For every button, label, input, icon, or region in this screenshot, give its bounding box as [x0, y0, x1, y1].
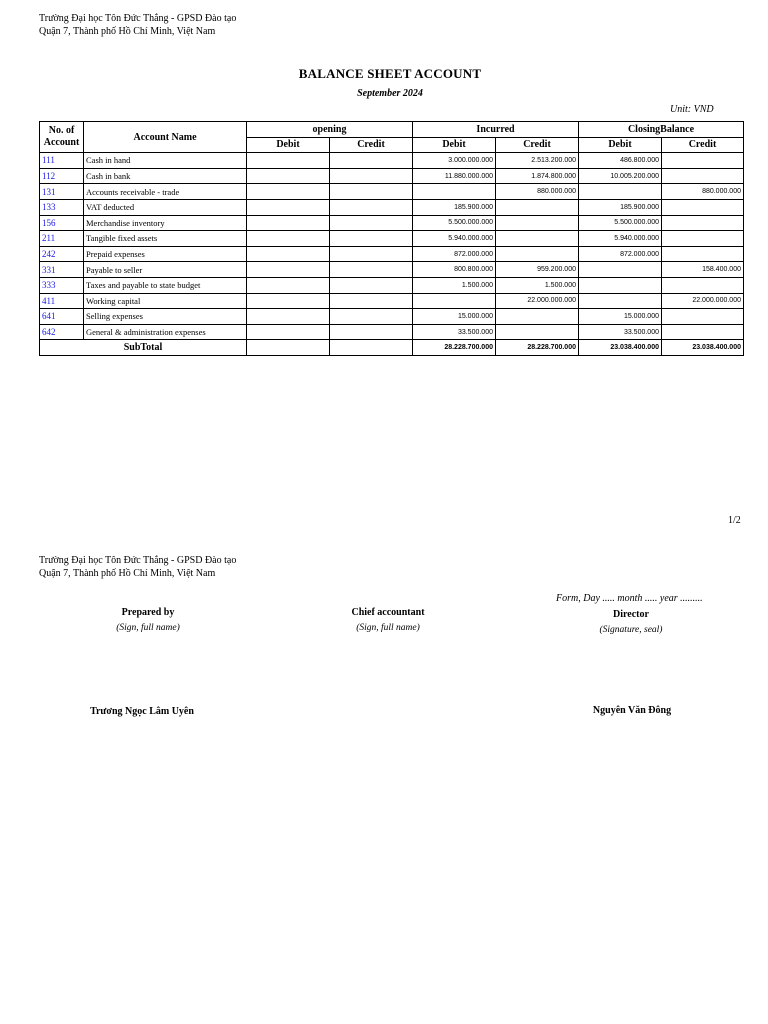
cell-closing-credit — [662, 277, 744, 293]
account-name: Cash in bank — [84, 168, 247, 184]
account-number: 133 — [40, 199, 84, 215]
account-number: 156 — [40, 215, 84, 231]
cell-incurred-debit: 872.000.000 — [413, 246, 496, 262]
cell-opening-credit — [330, 293, 413, 309]
institution-address: Quận 7, Thành phố Hồ Chí Minh, Việt Nam — [39, 568, 216, 579]
director-hint: (Signature, seal) — [599, 625, 663, 635]
institution-header-page2 — [39, 554, 236, 580]
table-row — [40, 246, 744, 262]
col-closing-credit: Credit — [662, 137, 744, 153]
subtotal-incurred-credit: 28.228.700.000 — [496, 340, 579, 356]
account-number: 411 — [40, 293, 84, 309]
subtotal-row — [40, 340, 744, 356]
cell-incurred-credit: 2.513.200.000 — [496, 153, 579, 169]
cell-closing-debit: 10.005.200.000 — [579, 168, 662, 184]
currency-unit: Unit: VND — [670, 104, 714, 115]
cell-incurred-debit: 185.900.000 — [413, 199, 496, 215]
account-name: Payable to seller — [84, 262, 247, 278]
account-name: Accounts receivable - trade — [84, 184, 247, 200]
col-incurred-debit: Debit — [413, 137, 496, 153]
subtotal-closing-debit: 23.038.400.000 — [579, 340, 662, 356]
cell-incurred-credit: 22.000.000.000 — [496, 293, 579, 309]
cell-opening-credit — [330, 309, 413, 325]
group-closing-balance: ClosingBalance — [579, 122, 744, 138]
account-name: VAT deducted — [84, 199, 247, 215]
cell-opening-debit — [247, 324, 330, 340]
prepared-by-block — [58, 607, 238, 633]
cell-opening-credit — [330, 199, 413, 215]
account-number: 131 — [40, 184, 84, 200]
table-row — [40, 262, 744, 278]
account-number: 331 — [40, 262, 84, 278]
cell-incurred-debit: 15.000.000 — [413, 309, 496, 325]
chief-accountant-block — [298, 607, 478, 633]
cell-opening-credit — [330, 184, 413, 200]
page-number: 1/2 — [728, 515, 741, 526]
cell-opening-debit — [247, 262, 330, 278]
account-name: General & administration expenses — [84, 324, 247, 340]
table-body — [40, 153, 744, 356]
director-name: Nguyên Văn Đông — [592, 705, 672, 716]
director-label: Director — [613, 609, 649, 620]
cell-closing-credit — [662, 231, 744, 247]
institution-name: Trường Đại học Tôn Đức Thắng - GPSD Đào tạo — [39, 555, 237, 566]
table-row — [40, 324, 744, 340]
institution-header — [39, 12, 236, 38]
cell-opening-credit — [330, 231, 413, 247]
cell-incurred-credit — [496, 231, 579, 247]
account-number: 641 — [40, 309, 84, 325]
col-account-name: Account Name — [84, 122, 247, 153]
cell-closing-credit — [662, 309, 744, 325]
cell-closing-debit: 33.500.000 — [579, 324, 662, 340]
table-row — [40, 293, 744, 309]
cell-closing-credit — [662, 215, 744, 231]
cell-incurred-debit — [413, 293, 496, 309]
cell-closing-debit — [579, 277, 662, 293]
table-row — [40, 199, 744, 215]
account-number: 112 — [40, 168, 84, 184]
col-opening-debit: Debit — [247, 137, 330, 153]
chief-accountant-label: Chief accountant — [351, 607, 425, 618]
cell-opening-debit — [247, 184, 330, 200]
cell-closing-credit — [662, 199, 744, 215]
table-row — [40, 168, 744, 184]
table-row — [40, 215, 744, 231]
account-number: 111 — [40, 153, 84, 169]
cell-closing-credit: 880.000.000 — [662, 184, 744, 200]
chief-accountant-hint: (Sign, full name) — [356, 623, 420, 633]
prepared-by-name: Trương Ngọc Lâm Uyên — [90, 706, 194, 717]
cell-incurred-credit: 959.200.000 — [496, 262, 579, 278]
table-row — [40, 309, 744, 325]
account-number: 333 — [40, 277, 84, 293]
cell-incurred-credit — [496, 199, 579, 215]
cell-closing-debit: 872.000.000 — [579, 246, 662, 262]
group-opening: opening — [247, 122, 413, 138]
cell-closing-credit — [662, 168, 744, 184]
cell-opening-credit — [330, 262, 413, 278]
cell-closing-debit: 5.940.000.000 — [579, 231, 662, 247]
director-block — [541, 609, 721, 635]
cell-closing-debit — [579, 262, 662, 278]
cell-opening-debit — [247, 231, 330, 247]
cell-opening-debit — [247, 246, 330, 262]
cell-opening-debit — [247, 277, 330, 293]
cell-incurred-credit — [496, 324, 579, 340]
table-row — [40, 153, 744, 169]
form-date-line: Form, Day ..... month ..... year ......... — [556, 593, 703, 604]
col-incurred-credit: Credit — [496, 137, 579, 153]
cell-closing-debit: 185.900.000 — [579, 199, 662, 215]
cell-closing-credit — [662, 246, 744, 262]
group-incurred: Incurred — [413, 122, 579, 138]
cell-opening-credit — [330, 153, 413, 169]
cell-incurred-debit: 5.500.000.000 — [413, 215, 496, 231]
table-row — [40, 184, 744, 200]
account-name: Prepaid expenses — [84, 246, 247, 262]
table-row — [40, 277, 744, 293]
subtotal-label: SubTotal — [40, 340, 247, 356]
cell-incurred-debit: 5.940.000.000 — [413, 231, 496, 247]
institution-address: Quận 7, Thành phố Hồ Chí Minh, Việt Nam — [39, 26, 216, 37]
balance-sheet-table — [39, 121, 744, 356]
cell-closing-credit — [662, 153, 744, 169]
report-period: September 2024 — [357, 88, 423, 99]
cell-closing-debit — [579, 184, 662, 200]
cell-incurred-debit: 33.500.000 — [413, 324, 496, 340]
cell-opening-credit — [330, 324, 413, 340]
cell-incurred-credit: 880.000.000 — [496, 184, 579, 200]
document-title: BALANCE SHEET ACCOUNT — [298, 66, 482, 81]
cell-closing-debit — [579, 293, 662, 309]
subtotal-incurred-debit: 28.228.700.000 — [413, 340, 496, 356]
account-number: 211 — [40, 231, 84, 247]
col-account-no: No. of Account — [40, 122, 84, 153]
account-number: 642 — [40, 324, 84, 340]
cell-opening-debit — [247, 199, 330, 215]
col-closing-debit: Debit — [579, 137, 662, 153]
table-row — [40, 231, 744, 247]
cell-incurred-credit — [496, 309, 579, 325]
cell-opening-debit — [247, 168, 330, 184]
subtotal-opening-debit — [247, 340, 330, 356]
cell-incurred-credit: 1.500.000 — [496, 277, 579, 293]
cell-opening-credit — [330, 215, 413, 231]
cell-opening-debit — [247, 309, 330, 325]
cell-closing-debit: 15.000.000 — [579, 309, 662, 325]
cell-incurred-debit: 11.880.000.000 — [413, 168, 496, 184]
account-name: Cash in hand — [84, 153, 247, 169]
cell-incurred-debit: 1.500.000 — [413, 277, 496, 293]
cell-opening-debit — [247, 153, 330, 169]
cell-opening-credit — [330, 246, 413, 262]
cell-closing-credit — [662, 324, 744, 340]
cell-incurred-debit: 3.000.000.000 — [413, 153, 496, 169]
cell-opening-debit — [247, 293, 330, 309]
account-name: Selling expenses — [84, 309, 247, 325]
cell-closing-credit: 158.400.000 — [662, 262, 744, 278]
account-number: 242 — [40, 246, 84, 262]
account-name: Taxes and payable to state budget — [84, 277, 247, 293]
cell-opening-credit — [330, 277, 413, 293]
cell-incurred-credit — [496, 246, 579, 262]
cell-incurred-debit — [413, 184, 496, 200]
prepared-by-hint: (Sign, full name) — [116, 623, 180, 633]
prepared-by-label: Prepared by — [121, 607, 175, 618]
cell-incurred-credit — [496, 215, 579, 231]
cell-incurred-credit: 1.874.800.000 — [496, 168, 579, 184]
subtotal-opening-credit — [330, 340, 413, 356]
institution-name: Trường Đại học Tôn Đức Thắng - GPSD Đào tạo — [39, 13, 237, 24]
cell-incurred-debit: 800.800.000 — [413, 262, 496, 278]
col-opening-credit: Credit — [330, 137, 413, 153]
cell-opening-credit — [330, 168, 413, 184]
cell-closing-debit: 5.500.000.000 — [579, 215, 662, 231]
account-name: Tangible fixed assets — [84, 231, 247, 247]
account-name: Working capital — [84, 293, 247, 309]
account-name: Merchandise inventory — [84, 215, 247, 231]
subtotal-closing-credit: 23.038.400.000 — [662, 340, 744, 356]
cell-closing-debit: 486.800.000 — [579, 153, 662, 169]
cell-opening-debit — [247, 215, 330, 231]
cell-closing-credit: 22.000.000.000 — [662, 293, 744, 309]
